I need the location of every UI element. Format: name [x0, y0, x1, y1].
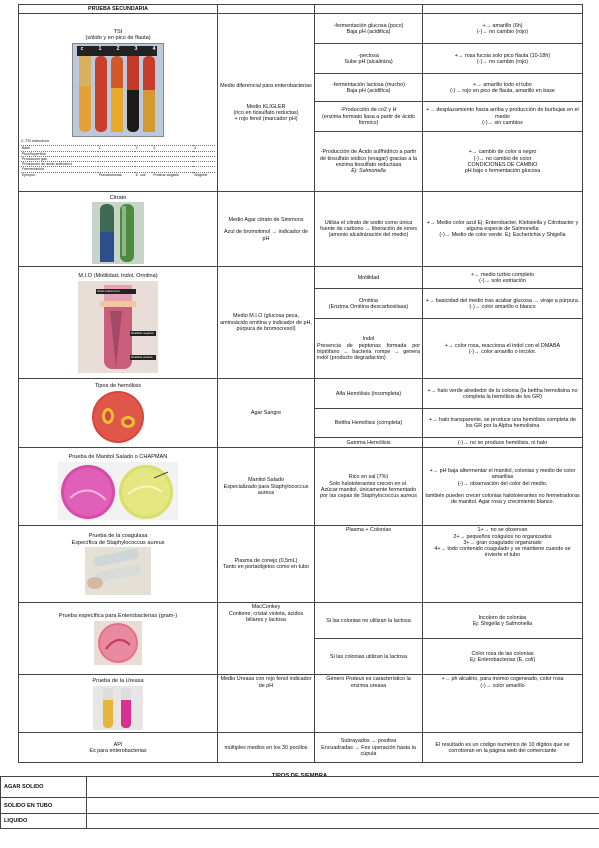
tsi-row-4-left: -Producción de co2 y H (enzima formiato liasa a partir de ácido fórmico) [315, 102, 423, 132]
hemolisis-row-1-right: +→ halo verde alrededor de la colonia (la bettha hemolisina no completa la hemólisis de los GR) [423, 379, 583, 409]
ureasa-genus: Proteus [345, 676, 365, 683]
tsi-row-1-left: -fermentación glucosa (poco) Baja pH (acidifica) [315, 14, 423, 44]
hemolisis-cell [19, 379, 218, 448]
coagulasa-cell [19, 526, 218, 603]
tsi-tube-numbers [73, 46, 163, 52]
tsi-side-label: C-TSI estructura [21, 139, 49, 144]
mio-row-1-right: +→ medio turbio completo (-)→ solo estriación [423, 267, 583, 289]
citrato-label: Citrato [109, 194, 127, 201]
citrato-medium: Medio Agar citrato de Simmons Azul de bromotimol → indicador de pH [218, 192, 315, 267]
hemolisis-row-1-left: Alfa Hemólisis (incompleta) [315, 379, 423, 409]
mio-medium: Medio M.I.O (glucosa peca, aminoácido ornitina y indicador de pH, púrpura de bromocresol) [218, 267, 315, 379]
api-medium: múltiples medios en los 30 pocillos [218, 733, 315, 763]
coagulasa-middle: Plasma + Colonias [315, 526, 423, 603]
tsi-row-1-right: +→ amarillo (6h) (-)→ no cambio (rojo) [423, 14, 583, 44]
table-row: Pico/Superficie [21, 151, 215, 156]
tsi-label: TSI (sólido y en pico de flauta) [85, 28, 151, 42]
citrato-cell [19, 192, 218, 267]
ureasa-middle-pre: Género [326, 676, 346, 683]
tipo-liquido: LIQUIDO [1, 814, 87, 829]
coagulasa-medium: Plasma de conejo (0,5mL) Tanto en portaobjetos como en tubo [218, 526, 315, 603]
macconkey-medium: MacConkey Contiene; cristal violeta, ácidos biliares y lactosa [218, 603, 315, 675]
table-row [1, 814, 599, 829]
coagulasa-tubes-image [85, 547, 151, 595]
mio-img-label: Motilidad positiva [131, 354, 153, 359]
table-row [1, 777, 599, 798]
macconkey-plate-image [94, 621, 142, 665]
ureasa-label: Prueba de la Ureasa [92, 678, 144, 684]
tsi-row-5-right: +→ cambio de color a negro (-)→ no cambio de color CONDICIONES DE CAMBIO pH bajo x fermentación glucosa [423, 132, 583, 192]
coagulasa-right: 1+→ no se observan 2+→ pequeños coágulos no organizados 3+→ gran coagulado organizado 4+→ todo contenido coagulado y se mantiene cuando se invierte el tubo [423, 526, 583, 603]
tube-number: 3 [134, 46, 138, 53]
hemolisis-medium: Agar Sangre [218, 379, 315, 448]
citrato-right: +→ Medio color azul Ej: Enterobacter, Klebsiella y Citrobacter y alguna especie de Salmonella (-)→ Medio de color verde. Ej: Escherichia y Shigella [423, 192, 583, 267]
ureasa-middle-post: es característico la enzima ureasa [350, 676, 411, 689]
hemolisis-row-2-left: Bettha Hemólisis (completa) [315, 409, 423, 438]
table-row: Ejemplo Pseudomonas E. coli Proteus vulgaris Shigella [21, 172, 215, 177]
tsi-medium-kligler: Medio KLIGLER (rico en tiosulfato reductas) + rojo fenol (marcador pH) [233, 103, 299, 123]
tsi-row-3-left: -fermentación lactosa (mucho) Baja pH (acidifica) [315, 74, 423, 102]
tsi-row-5-example: Ej: Salmonella [351, 168, 386, 175]
macconkey-row-1-left: Si las colonias no utilizan la lactosa [315, 603, 423, 639]
manitol-label: Prueba de Manitol Salado o CHAPMAN [68, 454, 168, 460]
table-header: PRUEBA SECUNDARIA [19, 5, 218, 14]
citrato-tubes-image [92, 202, 144, 264]
tsi-row-2-right: +→ rosa fucsia solo pico flauta (10-18h) (-)→ no cambio (rojo) [423, 44, 583, 74]
blood-agar-plate-image [88, 390, 148, 444]
tsi-row-5-left [315, 132, 423, 192]
mio-img-label: Motilidad negativa [131, 330, 154, 335]
table-row: Producción de ácido sulfhídrico [21, 162, 215, 167]
api-right: El resultado es un código numérico de 10 dígitos que se corroboran en la página web del comerciante [423, 733, 583, 763]
table-row: Producción gas [21, 156, 215, 161]
macconkey-row-1-right: Incoloro de colonias Ej: Shigella y Salmonella [423, 603, 583, 639]
mio-row-3-right: +→ color rosa, reacciona el indol con el DMABA (-)→ color amarillo o incolor. [423, 319, 583, 379]
mio-img-label: Ácido inodoro/mot [97, 288, 120, 293]
table-row: Fermentación [21, 167, 215, 172]
tube-number: c [80, 46, 84, 53]
manitol-cell [19, 448, 218, 526]
tipo-solido-en-tubo: SOLIDO EN TUBO [1, 798, 87, 814]
macconkey-cell [19, 603, 218, 675]
manitol-right: +→ pH baja altermentar el manitol, colonias y medio de color amarillas (-)→ observación del color del medio. también pueden crecer colonias halotolerantes no fermetradoras de manitol. Agar rosa y crecimiento blanco. [423, 448, 583, 526]
manitol-plates-image [58, 462, 178, 520]
mio-indol-title: Indol [362, 336, 375, 343]
hemolisis-row-2-right: +→ halo transparente, se produce una hemólisis completa de los GR por la Alpha hemolisina [423, 409, 583, 438]
mio-indol-text: Presencia de peptonas formada por triptófano → bacteria rompe → genera indol (producto degradación) [317, 342, 420, 362]
table-row [1, 798, 599, 814]
mio-cell [19, 267, 218, 379]
tsi-row-5-text: -Producción de Ácido sulfhídrico a partir de tiosulfato sódico (enagar) gracias a la enzima tiosulfato reductasa [319, 149, 418, 168]
tube-number: 2 [116, 46, 120, 53]
macconkey-label: Prueba específica para Enterobacterias (gram-) [58, 612, 178, 619]
manitol-middle: Rico en sal (7%) Solo halotolerantes crecen en el. Azúcar manitol, únicamente fermentado por las cepas de Staphylococcus aureus [315, 448, 423, 526]
tsi-cell [19, 14, 218, 192]
tsi-row-4-right: +→ desplazamiento hacia arriba y producción de burbujas en el medio (-)→ sin cambios [423, 102, 583, 132]
tsi-medium: Medio diferencial para enterobacterias [220, 83, 312, 90]
ureasa-right: +→ ph alcalino, para momio cogeneado, color rosa (-)→ color amarillo [423, 675, 583, 733]
citrato-middle: Utiliza el citrato de sodio como única fuente de carbono → liberación de iones (amonio alcalinización del medio) [315, 192, 423, 267]
tsi-row-3-right: +→ amarillo todo el tubo (-)→ rojo en pico de flauta, amarillo en base [423, 74, 583, 102]
mio-row-1-left: Motilidad [315, 267, 423, 289]
tipo-agar-solido: AGAR SOLIDO [1, 777, 87, 798]
api-label: API Es para enterobacterias [19, 733, 218, 763]
tsi-row-2-left: -pectosa Sube pH (alcaliniza) [315, 44, 423, 74]
mio-row-2-left: Ornitina (Enzima Ornitina descarboxilasa) [315, 289, 423, 319]
tipos-siembra-title: TIPOS DE SIEMBRA [271, 773, 328, 779]
tube-number: 1 [98, 46, 102, 53]
secondary-tests-table [18, 4, 583, 763]
tsi-tubes-photo [72, 43, 164, 137]
mio-row-3-left [315, 319, 423, 379]
mio-row-2-right: +→ basicidad del medio tras acabar glucosa → viraje a púrpura. (-)→ color amarillo o blanco [423, 289, 583, 319]
ureasa-tubes-image [93, 686, 143, 730]
hemolisis-row-3-right: (-)→ no se produce hemólisis, ni halo [423, 438, 583, 448]
macconkey-row-2-left: Si las colonias utilizan la lactosa [315, 639, 423, 675]
ureasa-medium: Medio Ureasa con rojo fenol indicador de pH [218, 675, 315, 733]
hemolisis-label: Tipos de hemólisis [94, 382, 142, 389]
macconkey-row-2-right: Color rosa de las colonias Ej: Enterobacterias (E. coli) [423, 639, 583, 675]
table-row: Base 1 2 3 4 [21, 146, 215, 151]
mio-label: M.I.O (Motilidad, Indol, Ornitina) [78, 273, 158, 279]
tsi-tubes-image [73, 44, 163, 136]
manitol-medium: Manitol Salado Especializado para Staphylococcus aureus [218, 448, 315, 526]
coagulasa-label: Prueba de la coagulasa Específica de Staphylococcus aureus [71, 533, 165, 546]
mio-photo [78, 281, 158, 373]
tipos-siembra-table [0, 776, 599, 829]
api-middle: Subrayados → positiva Encuadradas → Fes uperación hasta la cúpula [315, 733, 423, 763]
tsi-medium-cell [218, 14, 315, 192]
ureasa-middle [315, 675, 423, 733]
ureasa-cell [19, 675, 218, 733]
hemolisis-row-3-left: Gamma Hemólisis [315, 438, 423, 448]
tube-number: 4 [152, 46, 156, 53]
tsi-small-table [21, 145, 215, 176]
